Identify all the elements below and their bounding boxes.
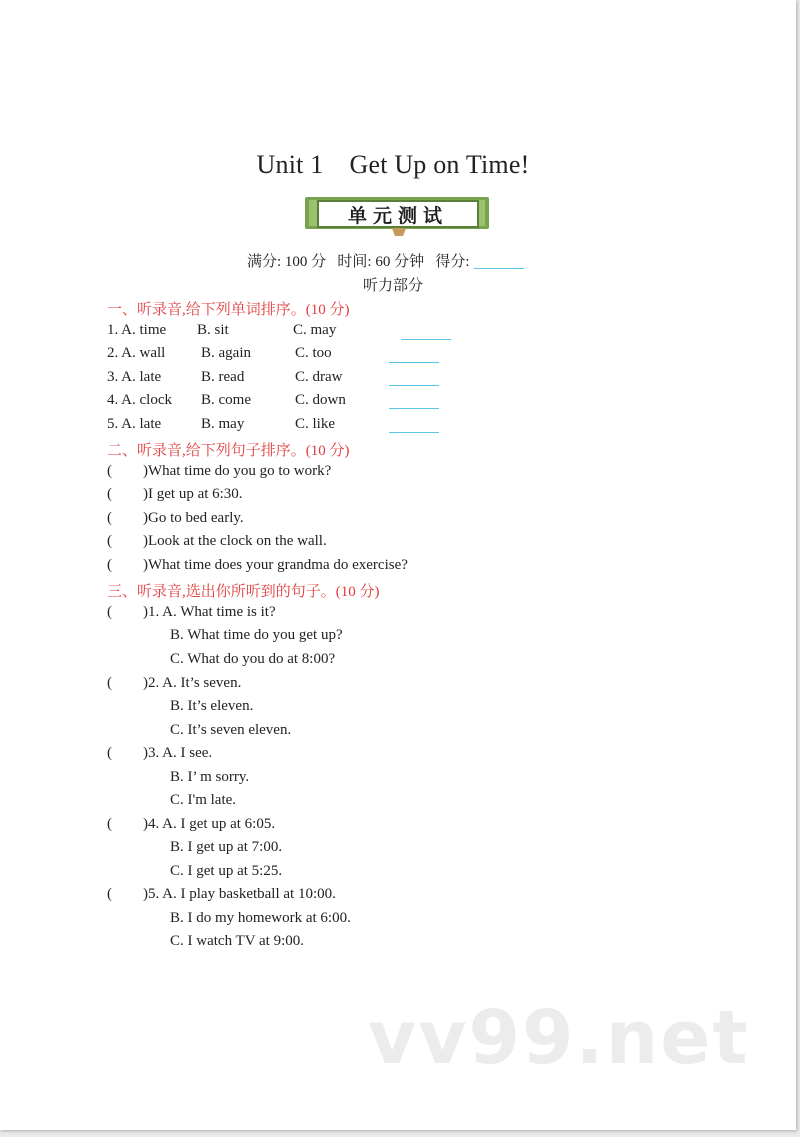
s2-paren-1[interactable]: (: [107, 463, 112, 479]
listening-part-title: 听力部分: [362, 278, 423, 294]
s3-q5-option-a: )5. A. I play basketball at 10:00.: [143, 886, 336, 902]
s3-paren-1[interactable]: (: [107, 604, 112, 620]
section2-heading: 二、听录音,给下列句子排序。(10 分): [107, 443, 350, 459]
s2-paren-4[interactable]: (: [107, 533, 112, 549]
section1-heading: 一、听录音,给下列单词排序。(10 分): [107, 302, 350, 318]
s3-q5-option-b: B. I do my homework at 6:00.: [170, 910, 351, 926]
time-limit: 时间: 60 分钟: [337, 254, 425, 270]
s3-paren-3[interactable]: (: [107, 745, 112, 761]
page-title: [0, 150, 786, 180]
s1-answer-blank-2[interactable]: [389, 362, 439, 363]
score-blank[interactable]: [474, 254, 524, 269]
s3-q1-option-b: B. What time do you get up?: [170, 627, 343, 643]
banner-label: 单元测试: [317, 200, 479, 228]
score-info: [247, 250, 524, 271]
s3-q5-option-c: C. I watch TV at 9:00.: [170, 933, 305, 949]
s2-paren-5[interactable]: (: [107, 557, 112, 573]
s2-sentence-2: )I get up at 6:30.: [143, 486, 243, 502]
s1-item-2-c: C. too: [295, 345, 332, 361]
title-name: Get Up on Time!: [349, 150, 530, 179]
s3-q3-option-c: C. I'm late.: [170, 792, 237, 808]
s1-item-2-a: 2. A. wall: [107, 345, 166, 361]
s3-q2-option-b: B. It’s eleven.: [170, 698, 254, 714]
s3-q4-option-c: C. I get up at 5:25.: [170, 863, 283, 879]
s1-item-3-c: C. draw: [295, 369, 343, 385]
s1-answer-blank-5[interactable]: [389, 432, 439, 433]
s1-item-1-b: B. sit: [197, 322, 229, 338]
full-score: 满分: 100 分: [247, 254, 327, 270]
s1-item-1-a: 1. A. time: [107, 322, 167, 338]
s1-item-1-c: C. may: [293, 322, 337, 338]
s3-q2-option-a: )2. A. It’s seven.: [143, 675, 242, 691]
s3-q1-option-c: C. What do you do at 8:00?: [170, 651, 336, 667]
s1-item-4-a: 4. A. clock: [107, 392, 172, 408]
s2-sentence-1: )What time do you go to work?: [143, 463, 332, 479]
s1-item-3-b: B. read: [201, 369, 245, 385]
s1-item-5-a: 5. A. late: [107, 416, 162, 432]
s3-q4-option-a: )4. A. I get up at 6:05.: [143, 816, 276, 832]
s1-answer-blank-4[interactable]: [389, 408, 439, 409]
s1-item-4-b: B. come: [201, 392, 251, 408]
s1-item-3-a: 3. A. late: [107, 369, 162, 385]
s2-paren-3[interactable]: (: [107, 510, 112, 526]
s3-q1-option-a: )1. A. What time is it?: [143, 604, 276, 620]
section3-heading: 三、听录音,选出你所听到的句子。(10 分): [107, 584, 380, 600]
s3-q2-option-c: C. It’s seven eleven.: [170, 722, 292, 738]
title-unit: Unit 1: [256, 150, 324, 179]
s2-sentence-3: )Go to bed early.: [143, 510, 244, 526]
s3-q3-option-a: )3. A. I see.: [143, 745, 213, 761]
s1-answer-blank-1[interactable]: [401, 339, 451, 340]
s3-q4-option-b: B. I get up at 7:00.: [170, 839, 283, 855]
s3-q3-option-b: B. I’ m sorry.: [170, 769, 250, 785]
s2-paren-2[interactable]: (: [107, 486, 112, 502]
s2-sentence-4: )Look at the clock on the wall.: [143, 533, 327, 549]
s2-sentence-5: )What time does your grandma do exercise?: [143, 557, 408, 573]
s3-paren-2[interactable]: (: [107, 675, 112, 691]
s3-paren-4[interactable]: (: [107, 816, 112, 832]
s1-item-5-b: B. may: [201, 416, 245, 432]
s3-paren-5[interactable]: (: [107, 886, 112, 902]
s1-item-2-b: B. again: [201, 345, 251, 361]
s1-item-5-c: C. like: [295, 416, 335, 432]
s1-answer-blank-3[interactable]: [389, 385, 439, 386]
s1-item-4-c: C. down: [295, 392, 346, 408]
score-label: 得分:: [435, 254, 470, 270]
unit-test-banner: [303, 196, 491, 230]
watermark: vv99.net: [368, 995, 750, 1081]
